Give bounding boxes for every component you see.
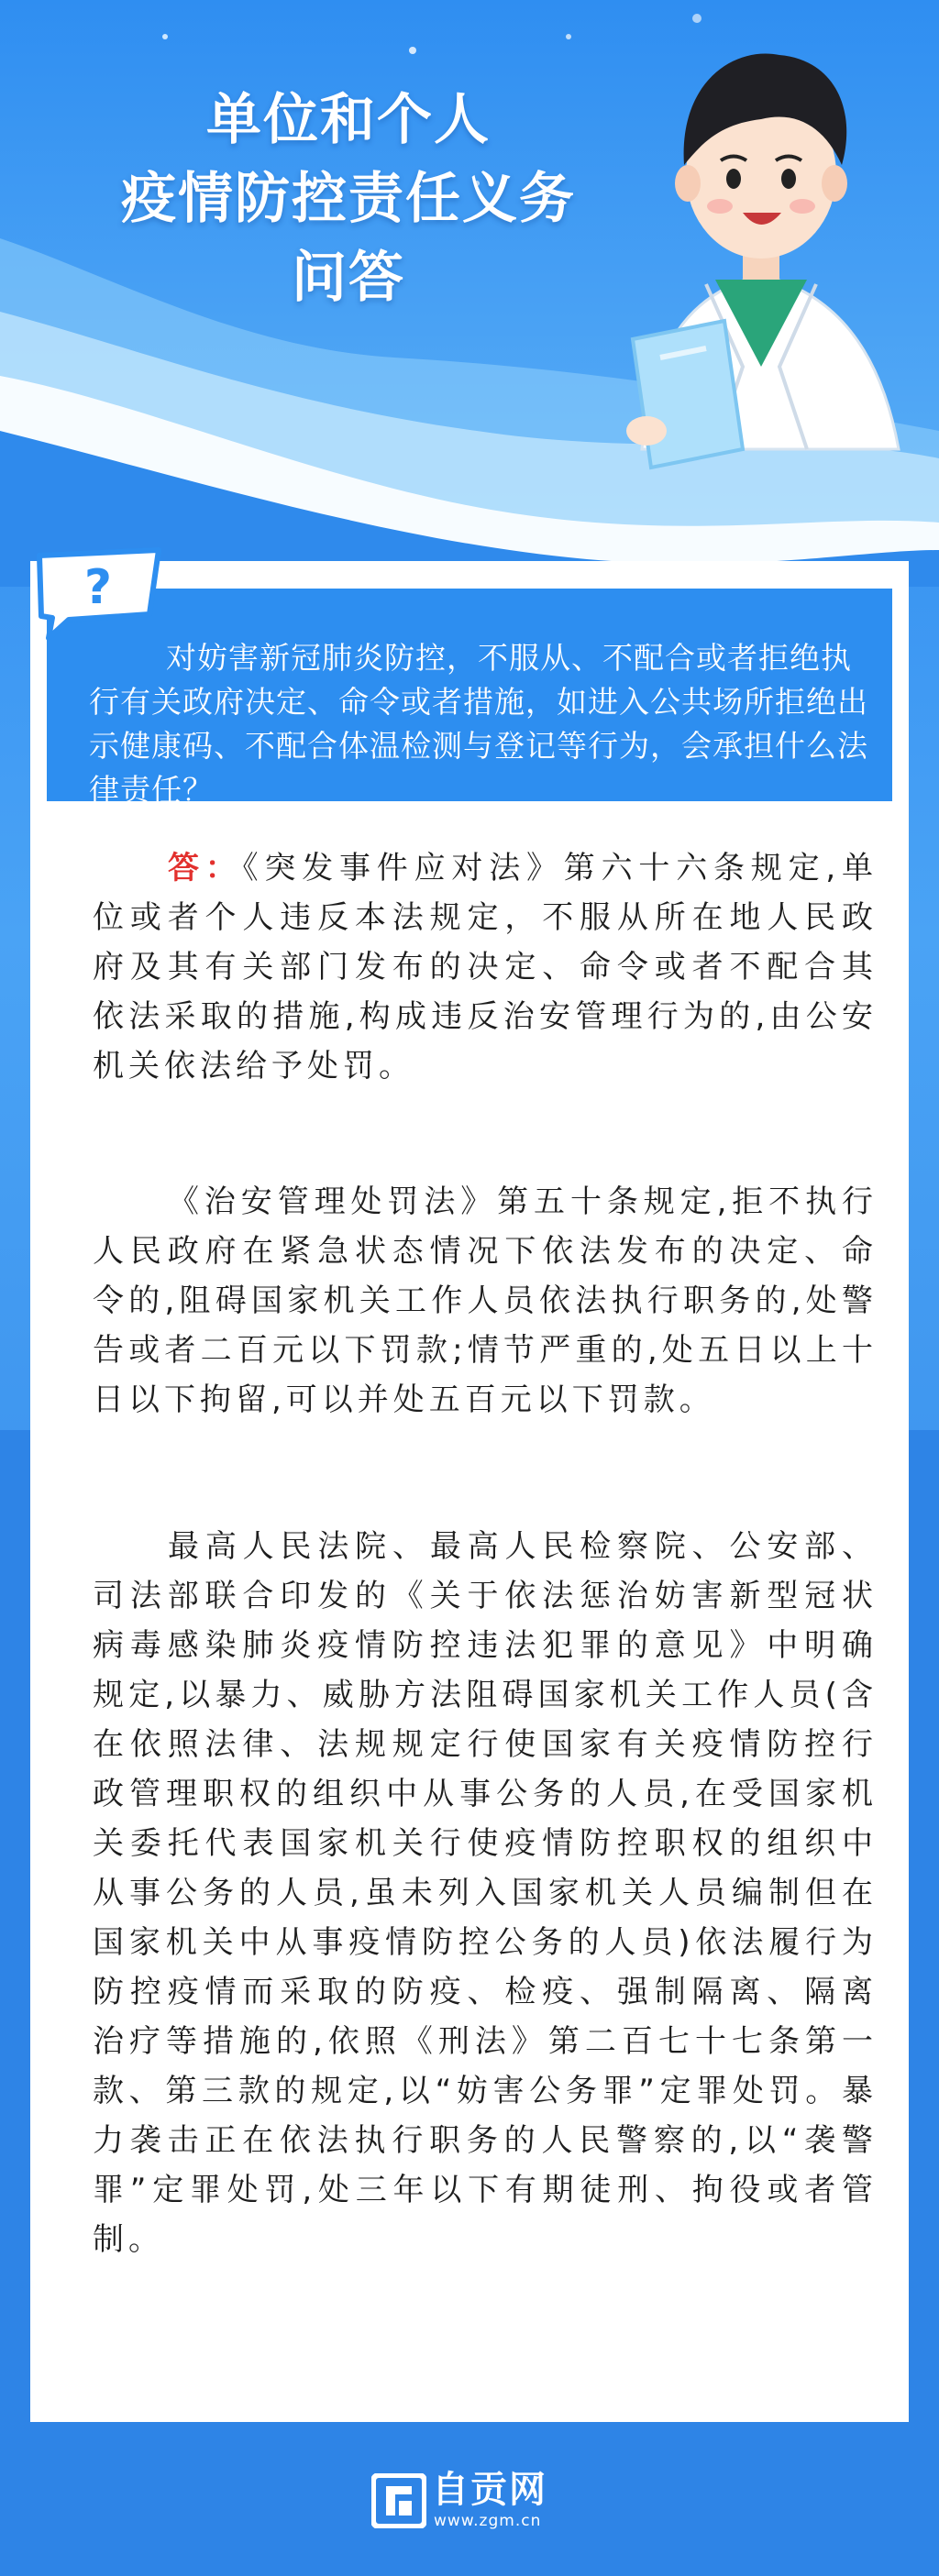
question-mark-icon <box>32 543 170 644</box>
svg-text:?: ? <box>83 560 113 615</box>
brand-logo <box>371 2468 591 2534</box>
brand-url: www.zgm.cn <box>434 2512 542 2530</box>
answer-label: 答： <box>168 850 243 886</box>
question-text: 对妨害新冠肺炎防控，不服从、不配合或者拒绝执行有关政府决定、命令或者措施，如进入公共场所拒绝出示健康码、不配合体温检测与登记等行为，会承担什么法律责任？ <box>89 640 868 808</box>
page-title <box>55 81 642 317</box>
answer-paragraph-3: 最高人民法院、最高人民检察院、公安部、司法部联合印发的《关于依法惩治妨害新型冠状病毒感染肺炎疫情防控违法犯罪的意见》中明确规定,以暴力、威胁方法阻碍国家机关工作人员(含在依照法律、法规规定行使国家有关疫情防控行政管理职权的组织中从事公务的人员,在受国家机关委托代表国家机关行使疫情防控职权的组织中从事公务的人员,虽未列入国家机关人员编制但在国家机关中从事疫情防控公务的人员)依法履行为防控疫情而采取的防疫、检疫、强制隔离、隔离治疗等措施的,依照《刑法》第二百七十七条第一款、第三款的规定,以“妨害公务罪”定罪处罚。暴力袭击正在依法执行职务的人民警察的,以“袭警罪”定罪处罚,处三年以下有期徒刑、拘役或者管制。 <box>93 1528 878 2258</box>
content-card <box>30 561 909 2422</box>
brand-name: 自贡网 <box>432 2469 547 2511</box>
answer-paragraph-1 <box>93 843 878 1091</box>
answer-paragraph-2: 《治安管理处罚法》第五十条规定,拒不执行人民政府在紧急状态情况下依法发布的决定、命令的,阻碍国家机关工作人员依法执行职务的,处警告或者二百元以下罚款;情节严重的,处五日以上十日以下拘留,可以并处五百元以下罚款。 <box>93 1183 878 1418</box>
zgm-logo-icon <box>371 2473 426 2528</box>
answer-paragraph-1-text: 《突发事件应对法》第六十六条规定,单位或者个人违反本法规定，不服从所在地人民政府及其有关部门发布的决定、命令或者不配合其依法采取的措施,构成违反治安管理行为的,由公安机关依法给予处罚。 <box>93 850 878 1084</box>
title-line-2: 疫情防控责任义务 <box>121 167 576 231</box>
doctor-illustration <box>605 18 917 477</box>
question-box <box>47 589 892 808</box>
title-line-1: 单位和个人 <box>206 88 491 152</box>
title-line-3: 问答 <box>292 246 405 310</box>
